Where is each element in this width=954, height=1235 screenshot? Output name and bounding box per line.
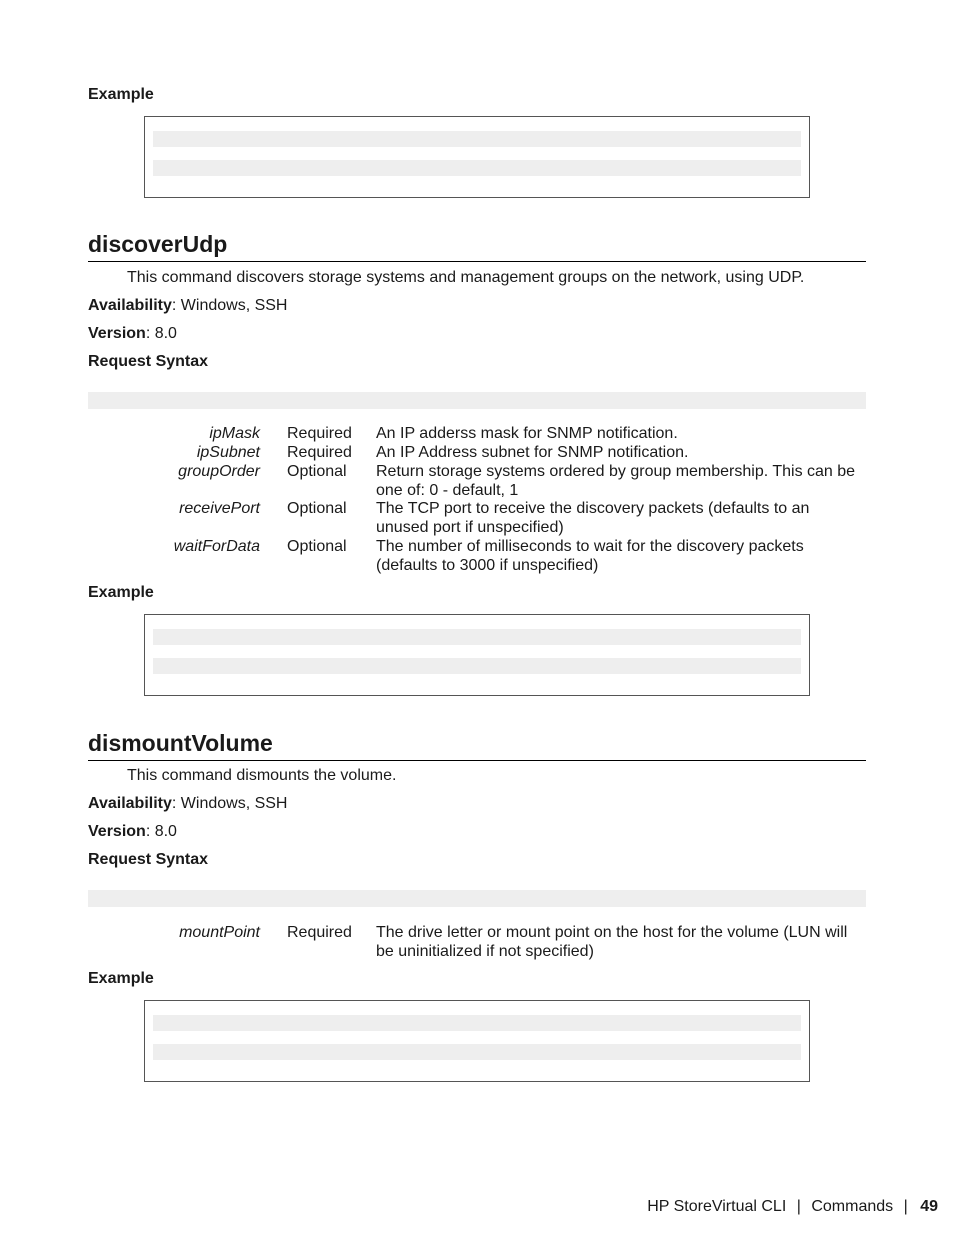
param-name: ipSubnet (196, 444, 260, 461)
syntax-code-bar (88, 890, 866, 907)
param-name: receivePort (179, 500, 260, 517)
version-value: : 8.0 (145, 823, 177, 840)
code-example-box (144, 614, 810, 696)
param-description: An IP adderss mask for SNMP notification. (376, 425, 678, 442)
version-label: Version (88, 325, 146, 342)
param-description: The number of milliseconds to wait for the discovery packets (defaults to 3000 if unspecified) (376, 538, 804, 574)
request-syntax-heading: Request Syntax (88, 353, 209, 370)
syntax-code-bar (88, 392, 866, 409)
param-requirement: Optional (287, 500, 347, 517)
param-description: An IP Address subnet for SNMP notification. (376, 444, 689, 461)
param-description: The TCP port to receive the discovery packets (defaults to an unused port if unspecified) (376, 500, 810, 536)
code-line (153, 160, 801, 176)
section-rule (88, 261, 866, 262)
code-example-box (144, 1000, 810, 1082)
param-name: mountPoint (179, 924, 260, 941)
example-heading: Example (88, 86, 154, 103)
version-value: : 8.0 (145, 325, 177, 342)
code-line (153, 1044, 801, 1060)
footer-separator: | (903, 1198, 908, 1215)
version-line (88, 823, 177, 841)
code-line (153, 658, 801, 674)
example-heading: Example (88, 584, 154, 601)
section-intro: This command dismounts the volume. (127, 767, 397, 784)
param-name: ipMask (209, 425, 260, 442)
request-syntax-heading: Request Syntax (88, 851, 209, 868)
section-rule (88, 760, 866, 761)
code-line (153, 1015, 801, 1031)
param-description: The drive letter or mount point on the host for the volume (LUN will be uninitialized if not specified) (376, 924, 848, 960)
code-example-box (144, 116, 810, 198)
availability-line (88, 297, 287, 315)
footer-separator: | (796, 1198, 801, 1215)
section-intro: This command discovers storage systems and management groups on the network, using UDP. (127, 269, 805, 286)
example-heading: Example (88, 970, 154, 987)
code-line (153, 131, 801, 147)
param-requirement: Optional (287, 463, 347, 480)
availability-value: : Windows, SSH (171, 297, 288, 314)
page-footer (647, 1198, 938, 1216)
param-description: Return storage systems ordered by group membership. This can be one of: 0 - default, 1 (376, 463, 856, 499)
param-requirement: Required (287, 444, 352, 461)
page-number: 49 (920, 1198, 938, 1215)
footer-chapter: Commands (811, 1198, 894, 1215)
version-line (88, 325, 177, 343)
availability-line (88, 795, 287, 813)
version-label: Version (88, 823, 146, 840)
param-requirement: Optional (287, 538, 347, 555)
code-line (153, 629, 801, 645)
availability-value: : Windows, SSH (171, 795, 288, 812)
availability-label: Availability (88, 297, 172, 314)
param-name: groupOrder (178, 463, 260, 480)
section-title-dismountvolume: dismountVolume (88, 730, 273, 756)
footer-book-title: HP StoreVirtual CLI (647, 1198, 787, 1215)
param-name: waitForData (173, 538, 260, 555)
section-title-discoverudp: discoverUdp (88, 231, 228, 257)
param-requirement: Required (287, 425, 352, 442)
availability-label: Availability (88, 795, 172, 812)
param-requirement: Required (287, 924, 352, 941)
